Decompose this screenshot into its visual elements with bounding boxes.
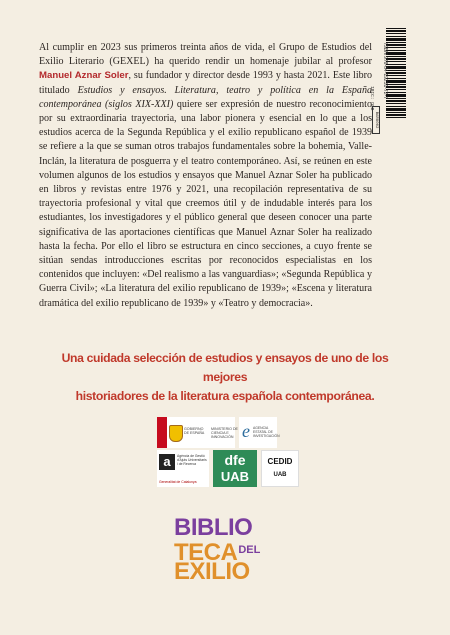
isbn-number: ISBN 978-84-19231-72-7	[382, 43, 388, 99]
sponsor-logos-top	[157, 417, 280, 448]
aei-logo	[239, 417, 280, 448]
blurb-text-1: Al cumplir en 2023 sus primeros treinta años de vida, el Grupo de Estudios del Exilio Literario (GEXEL) ha querido rendir un homenaje jubilar al profesor	[39, 42, 372, 68]
gobierno-espana-logo	[157, 417, 238, 448]
aei-mark-icon: e	[242, 421, 250, 441]
logo-word-biblio: BIBLIO	[174, 514, 253, 541]
isbn-barcode	[369, 28, 408, 134]
agaur-mark-icon: a	[159, 454, 175, 470]
book-title: Estudios y ensayos. Literatura, teatro y política en la España contemporánea (siglos XIX-XXI)	[39, 84, 372, 110]
sponsor-logos-bottom	[157, 450, 299, 487]
barcode-label: BAR8002	[372, 106, 380, 134]
barcode-code: IBIC: DSB	[369, 86, 374, 111]
gobierno-label: GOBIERNO DE ESPAÑA	[184, 427, 205, 436]
barcode-bars	[386, 28, 406, 118]
dfe-label: dfe	[224, 452, 246, 468]
coat-of-arms-icon	[169, 425, 183, 442]
ministerio-label: MINISTERIO DE CIENCIA E INNOVACIÓN	[211, 427, 238, 440]
agaur-label: Agència de Gestió d'Ajuts Universitaris i de Recerca	[177, 454, 207, 466]
biblioteca-del-exilio-logo	[174, 514, 284, 585]
logo-word-exilio: EXILIO	[174, 558, 250, 585]
dfe-uab-logo	[213, 450, 257, 487]
tagline	[40, 349, 410, 406]
blurb-paragraph	[39, 41, 372, 311]
tagline-line-1: Una cuidada selección de estudios y ensayos de uno de los mejores	[61, 351, 389, 384]
cedid-uab-label: UAB	[273, 472, 287, 478]
author-name: Manuel Aznar Soler	[39, 70, 129, 82]
logo-word-teca: TECA	[174, 539, 238, 566]
cedid-uab-logo	[261, 450, 299, 487]
tagline-line-2: historiadores de la literatura española contemporánea.	[75, 389, 375, 403]
blurb-text-3: quiere ser expresión de nuestro reconocimiento por su extraordinaria trayectoria, una labor pionera y esencial en lo que a los estudios acerca de la Segunda República y el exilio republicano español de 1939 se refiere a la que se suman otros trabajos fundamentales sobre la bohemia, Valle-Inclán, la literatura de posguerra y el teatro contemporáneo. Así, se reúnen en este volumen algunos de los estudios y ensayos que Manuel Aznar Soler ha publicado en libros y revistas entre 1976 y 2021, una recopilación representativa de su trayectoria profesional y vital que creemos útil y de indudable interés para los estudiantes, los investigadores y el público general que deseen conocer una parte significativa de las aportaciones científicas que Manuel Aznar Soler ha realizado hasta la fecha. Por ello el libro se estructura en cinco secciones, a cuyo frente se sitúan sendas introducciones escritas por reconocidos especialistas en los contenidos que incluyen: «Del realismo a las vanguardias»; «Segunda República y Guerra Civil»; «La literatura del exilio republicano de 1939»; «Escena y literatura dramática del exilio republicano de 1939» y «Teatro y democracia».	[39, 98, 372, 309]
back-cover-blurb	[39, 41, 372, 311]
blurb-text-2: , su fundador y director desde 1993 y hasta 2021. Este libro titulado	[39, 70, 373, 96]
aei-label: AGENCIA ESTATAL DE INVESTIGACIÓN	[253, 426, 280, 438]
logo-word-del: DEL	[238, 544, 261, 556]
cedid-label: CEDID	[267, 457, 293, 466]
agaur-logo	[157, 450, 209, 487]
generalitat-label: Generalitat de Catalunya	[159, 480, 197, 484]
dfe-uab-label: UAB	[220, 469, 250, 484]
